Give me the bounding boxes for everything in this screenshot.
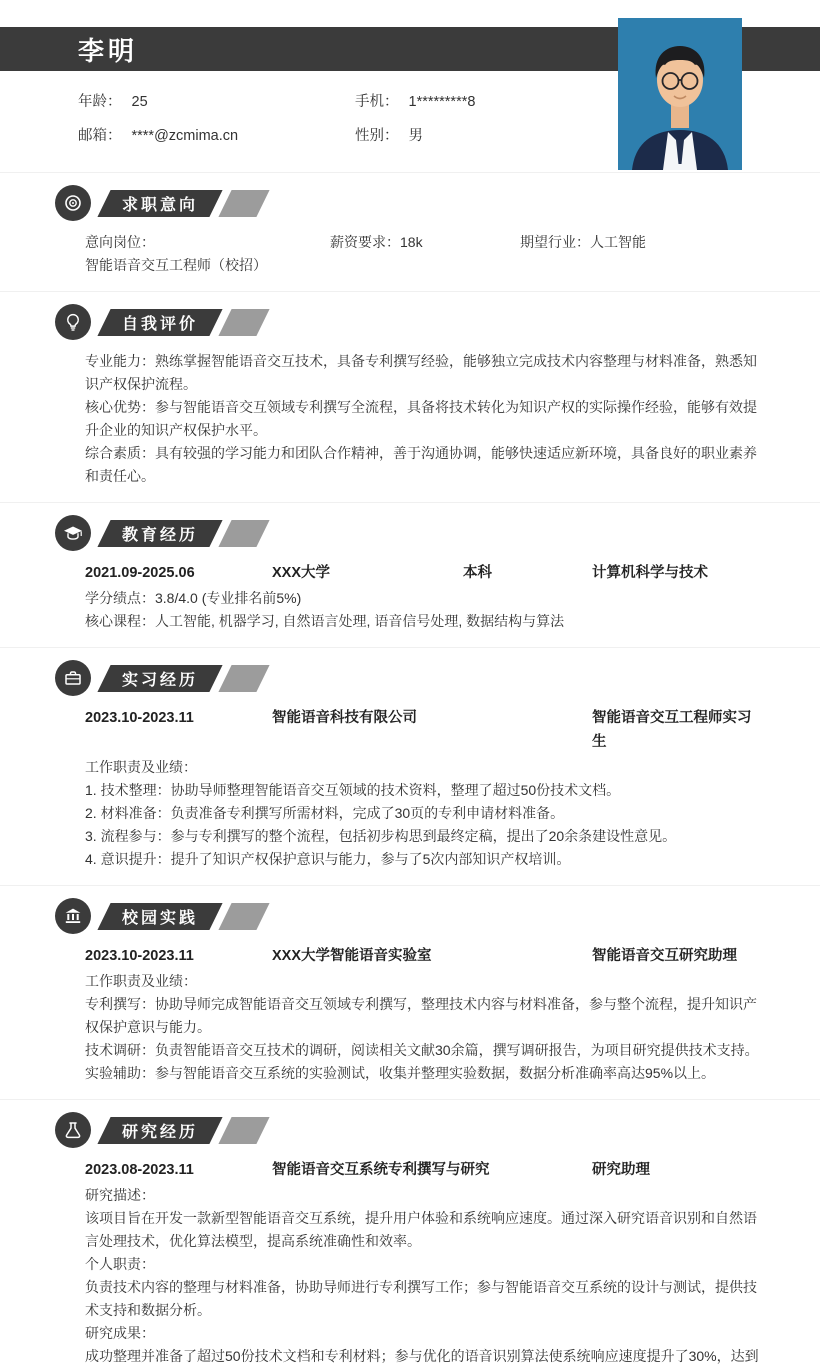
badge-accent <box>218 665 269 692</box>
phone-label: 手机： <box>355 94 399 110</box>
research-duty-label: 个人职责： <box>85 1256 155 1272</box>
research-role: 研究助理 <box>592 1162 650 1178</box>
contact-info <box>78 90 638 145</box>
internship-role: 智能语音交互工程师实习生 <box>592 710 752 750</box>
internship-item: 3. 流程参与：参与专利撰写的整个流程，包括初步构思到最终定稿，提出了20余条建设性意见。 <box>85 828 677 844</box>
section-header <box>0 1111 820 1149</box>
internship-item: 1. 技术整理：协助导师整理智能语音交互领域的技术资料，整理了超过50份技术文档。 <box>85 782 621 798</box>
education-period: 2021.09-2025.06 <box>85 565 195 581</box>
self-eval-paragraph: 核心优势：参与智能语音交互领域专利撰写全流程，具备将技术转化为知识产权的实际操作经验，能够有效提升企业的知识产权保护水平。 <box>85 399 757 438</box>
section-title-badge <box>97 903 222 930</box>
education-major: 计算机科学与技术 <box>592 565 708 581</box>
campus-item: 专利撰写：协助导师完成智能语音交互领域专利撰写，整理技术内容与材料准备，参与整个流程，提升知识产权保护意识与能力。 <box>85 996 757 1035</box>
section-education <box>0 502 820 633</box>
campus-role: 智能语音交互研究助理 <box>592 948 737 964</box>
phone-value: 1*********8 <box>408 94 476 110</box>
education-gpa: 学分绩点：3.8/4.0 (专业排名前5%) <box>85 590 302 606</box>
section-header <box>0 514 820 552</box>
contact-phone <box>355 90 638 111</box>
education-courses: 核心课程：人工智能, 机器学习, 自然语言处理, 语音信号处理, 数据结构与算法 <box>85 613 565 629</box>
campus-period: 2023.10-2023.11 <box>85 948 194 964</box>
research-duty: 负责技术内容的整理与材料准备，协助导师进行专利撰写工作；参与智能语音交互系统的设计与测试，提供技术支持和数据分析。 <box>85 1279 757 1318</box>
campus-entry-row <box>85 944 763 968</box>
job-intention-row <box>85 231 763 277</box>
building-icon <box>55 898 91 934</box>
section-title: 自我评价 <box>121 315 198 333</box>
campus-item: 技术调研：负责智能语音交互技术的调研，阅读相关文献30余篇，撰写调研报告，为项目研究提供技术支持。 <box>85 1042 759 1058</box>
section-header <box>0 897 820 935</box>
section-title-badge <box>97 665 222 692</box>
section-title-badge <box>97 1117 222 1144</box>
section-title-badge <box>97 520 222 547</box>
section-campus-practice <box>0 885 820 1085</box>
education-degree: 本科 <box>463 565 492 581</box>
salary-expectation: 薪资要求：18k <box>330 234 423 250</box>
section-title: 实习经历 <box>121 671 198 689</box>
duty-header: 工作职责及业绩： <box>85 759 197 775</box>
research-period: 2023.08-2023.11 <box>85 1162 194 1178</box>
candidate-name: 李明 <box>78 35 139 66</box>
target-icon <box>55 185 91 221</box>
section-internship <box>0 647 820 871</box>
research-result: 成功整理并准备了超过50份技术文档和专利材料；参与优化的语音识别算法使系统响应速度提升了30%，达到 <box>85 1348 759 1364</box>
gender-value: 男 <box>408 128 423 144</box>
campus-item: 实验辅助：参与智能语音交互系统的实验测试，收集并整理实验数据，数据分析准确率高达95%以上。 <box>85 1065 716 1081</box>
briefcase-icon <box>55 660 91 696</box>
badge-accent <box>218 190 269 217</box>
section-title: 研究经历 <box>121 1123 198 1141</box>
section-self-evaluation <box>0 291 820 488</box>
section-header <box>0 303 820 341</box>
research-desc: 该项目旨在开发一款新型智能语音交互系统，提升用户体验和系统响应速度。通过深入研究语音识别和自然语言处理技术，优化算法模型，提高系统准确性和效率。 <box>85 1210 757 1249</box>
age-value: 25 <box>131 94 148 110</box>
contact-gender <box>355 124 638 145</box>
duty-header: 工作职责及业绩： <box>85 973 197 989</box>
section-header <box>0 659 820 697</box>
section-title: 教育经历 <box>121 526 198 544</box>
campus-organization: XXX大学智能语音实验室 <box>272 948 432 964</box>
graduation-cap-icon <box>55 515 91 551</box>
gender-label: 性别： <box>355 128 399 144</box>
research-desc-label: 研究描述： <box>85 1187 155 1203</box>
education-entry-row <box>85 561 763 585</box>
self-eval-paragraph: 专业能力：熟练掌握智能语音交互技术，具备专利撰写经验，能够独立完成技术内容整理与材料准备，熟悉知识产权保护流程。 <box>85 353 757 392</box>
section-title-badge <box>97 190 222 217</box>
badge-accent <box>218 1117 269 1144</box>
sections <box>0 172 820 1368</box>
internship-item: 4. 意识提升：提升了知识产权保护意识与能力，参与了5次内部知识产权培训。 <box>85 851 571 867</box>
badge-accent <box>218 520 269 547</box>
email-value: ****@zcmima.cn <box>131 128 239 144</box>
badge-accent <box>218 309 269 336</box>
research-project: 智能语音交互系统专利撰写与研究 <box>272 1162 490 1178</box>
research-entry-row <box>85 1158 763 1182</box>
age-label: 年龄： <box>78 94 122 110</box>
self-eval-paragraph: 综合素质：具有较强的学习能力和团队合作精神，善于沟通协调，能够快速适应新环境，具备良好的职业素养和责任心。 <box>85 445 757 484</box>
flask-icon <box>55 1112 91 1148</box>
contact-age <box>78 90 355 111</box>
section-title-badge <box>97 309 222 336</box>
section-research <box>0 1099 820 1368</box>
expected-industry: 期望行业：人工智能 <box>520 234 646 250</box>
internship-entry-row <box>85 706 763 754</box>
internship-item: 2. 材料准备：负责准备专利撰写所需材料，完成了30页的专利申请材料准备。 <box>85 805 565 821</box>
research-result-label: 研究成果： <box>85 1325 155 1341</box>
section-title: 求职意向 <box>121 196 198 214</box>
contact-email <box>78 124 355 145</box>
internship-period: 2023.10-2023.11 <box>85 710 194 726</box>
section-job-intention <box>0 172 820 277</box>
lightbulb-icon <box>55 304 91 340</box>
section-header <box>0 184 820 222</box>
intended-position: 意向岗位：智能语音交互工程师（校招） <box>85 234 267 273</box>
email-label: 邮箱： <box>78 128 122 144</box>
education-school: XXX大学 <box>272 565 331 581</box>
badge-accent <box>218 903 269 930</box>
internship-company: 智能语音科技有限公司 <box>272 710 417 726</box>
section-title: 校园实践 <box>121 909 198 927</box>
